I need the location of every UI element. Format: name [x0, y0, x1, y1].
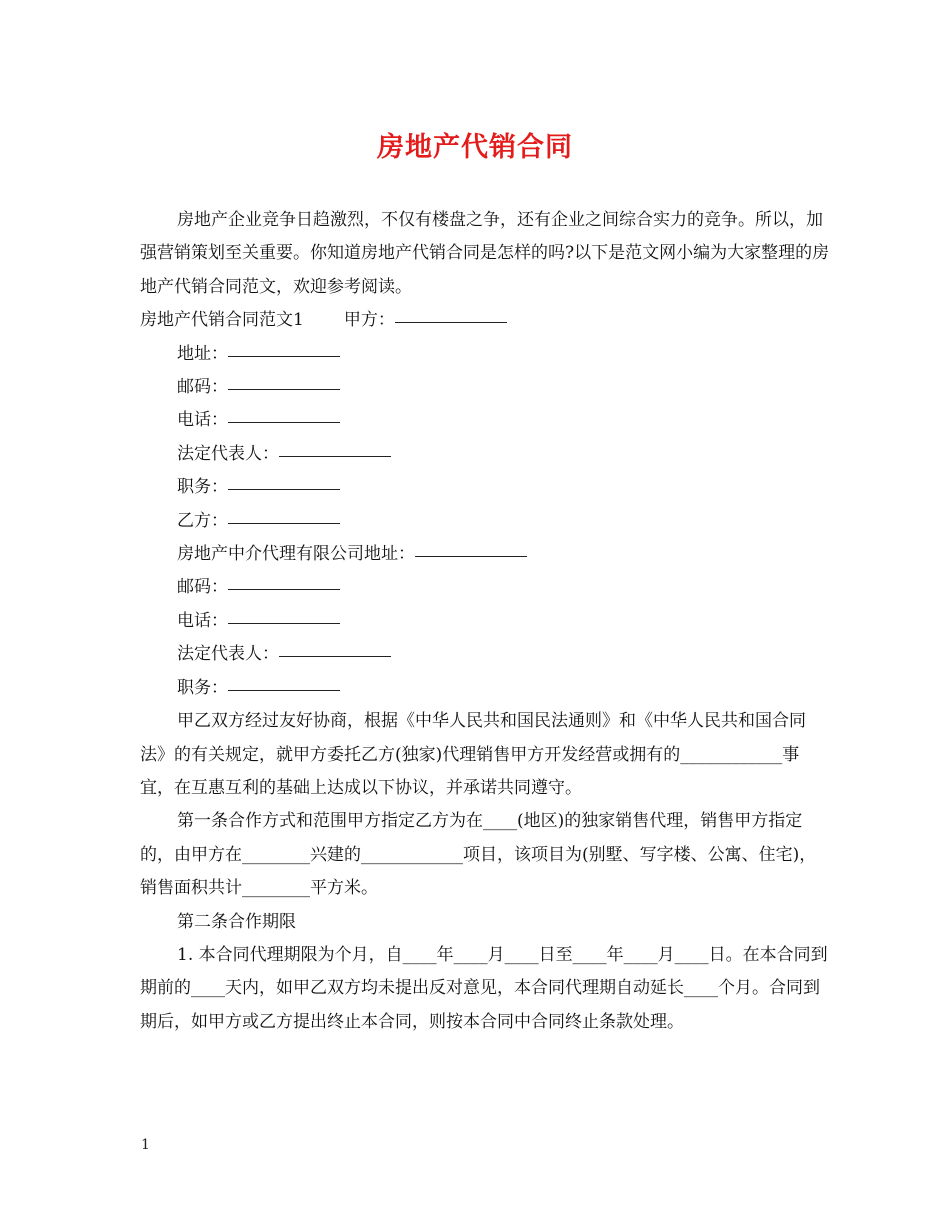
party-b-phone-label: 电话：	[177, 610, 228, 631]
sample-heading-row	[140, 304, 830, 337]
party-b-position-label: 职务：	[177, 677, 228, 698]
blank-line	[415, 555, 527, 557]
article-2-item-1: 1. 本合同代理期限为个月，自____年____月____日至____年____月____日。在本合同到期前的____天内，如甲乙双方均未提出反对意见，本合同代理期自动延长____个月。合同到期后，如甲方或乙方提出终止本合同，则按本合同中合同终止条款处理。	[140, 944, 828, 1032]
article-2-heading: 第二条合作期限	[177, 911, 296, 932]
party-b-row	[140, 505, 830, 538]
article-1-paragraph: 第一条合作方式和范围甲方指定乙方为在____(地区)的独家销售代理，销售甲方指定的，由甲方在________兴建的____________项目，该项目为(别墅、写字楼、公寓、住宅)，销售面积共计________平方米。	[140, 811, 817, 899]
party-b-field	[140, 672, 830, 705]
party-a-legal-rep-label: 法定代表人：	[177, 443, 279, 464]
document-title: 房地产代销合同	[377, 132, 573, 163]
party-b-legal-rep-label: 法定代表人：	[177, 644, 279, 665]
intro-paragraph: 房地产企业竞争日趋激烈，不仅有楼盘之争，还有企业之间综合实力的竞争。所以，加强营销策划至关重要。你知道房地产代销合同是怎样的吗?以下是范文网小编为大家整理的房地产代销合同范文，欢迎参考阅读。	[140, 210, 830, 297]
blank-line	[228, 488, 340, 490]
party-a-field	[140, 471, 830, 504]
party-a-field	[140, 438, 830, 471]
party-b-field	[140, 571, 830, 604]
blank-line	[228, 588, 340, 590]
party-b-company-row	[140, 538, 830, 571]
blank-line	[228, 355, 340, 357]
blank-line	[228, 689, 340, 691]
blank-line	[228, 421, 340, 423]
party-a-field	[140, 338, 830, 371]
blank-line	[279, 455, 391, 457]
blank-line	[279, 655, 391, 657]
party-a-field	[140, 371, 830, 404]
blank-line	[228, 388, 340, 390]
party-a-phone-label: 电话：	[177, 410, 228, 431]
document-body	[140, 204, 830, 1039]
party-a-field	[140, 404, 830, 437]
preamble-paragraph: 甲乙双方经过友好协商，根据《中华人民共和国民法通则》和《中华人民共和国合同法》的有关规定，就甲方委托乙方(独家)代理销售甲方开发经营或拥有的____________事宜，在互惠互利的基础上达成以下协议，并承诺共同遵守。	[140, 711, 806, 798]
blank-line	[228, 622, 340, 624]
party-b-company-label: 房地产中介代理有限公司地址：	[177, 544, 415, 565]
blank-line	[228, 522, 340, 524]
page-number: 1	[141, 1137, 150, 1153]
sample-heading: 房地产代销合同范文1	[140, 310, 304, 331]
party-b-field	[140, 638, 830, 671]
party-a-label: 甲方：	[343, 310, 395, 331]
party-a-blank	[395, 321, 507, 323]
party-a-postcode-label: 邮码：	[177, 377, 228, 398]
party-b-postcode-label: 邮码：	[177, 577, 228, 598]
party-b-field	[140, 605, 830, 638]
party-b-label: 乙方：	[177, 510, 228, 531]
party-a-position-label: 职务：	[177, 477, 228, 498]
party-a-address-label: 地址：	[177, 343, 228, 364]
